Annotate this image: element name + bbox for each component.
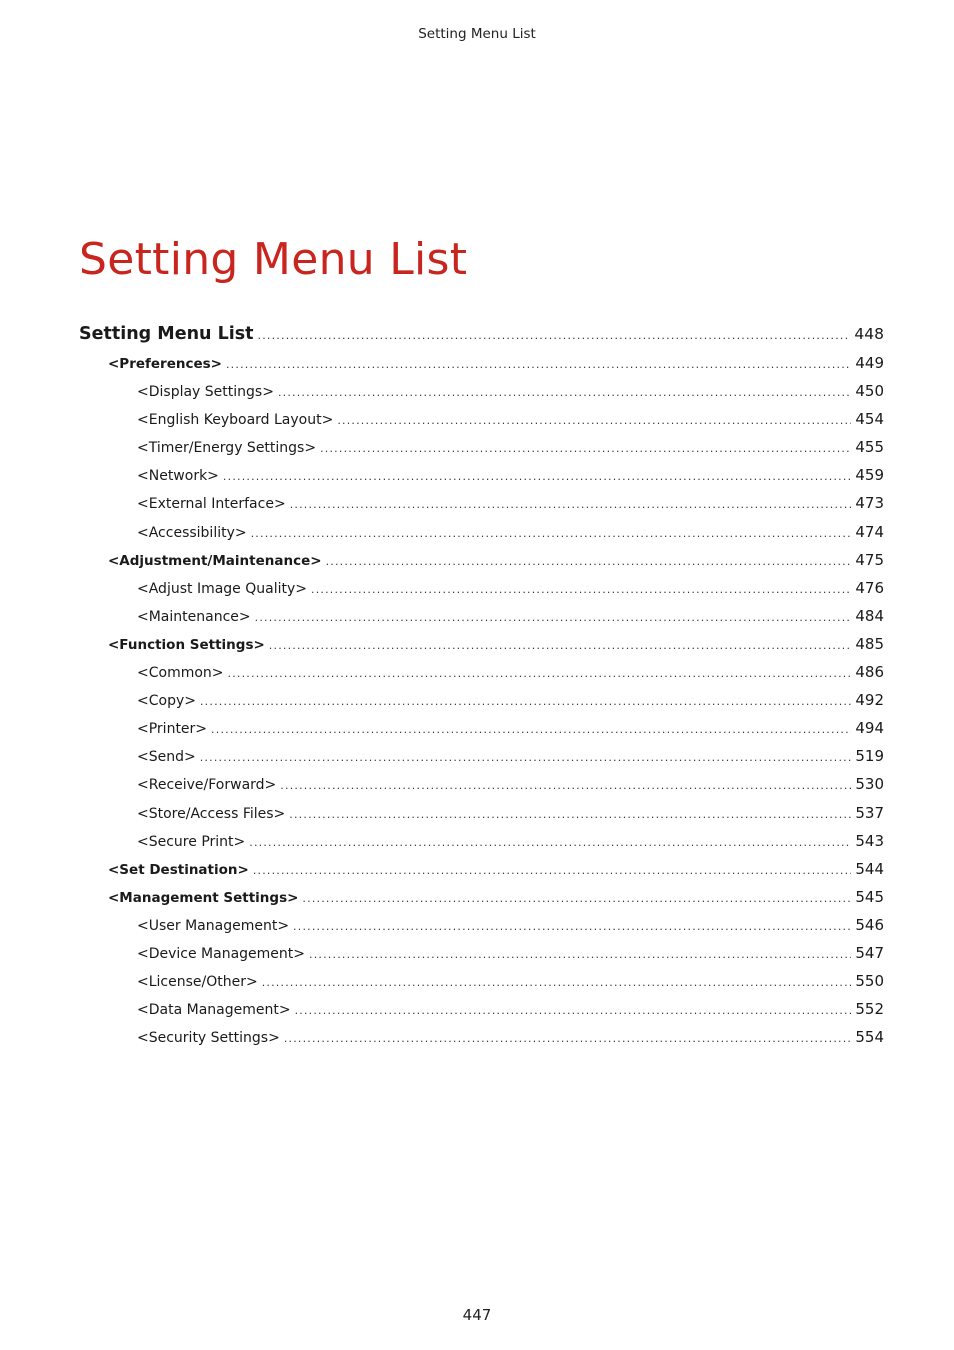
toc-entry-page: 486	[855, 663, 884, 682]
toc-entry[interactable]	[79, 630, 884, 658]
toc-entry-page: 544	[855, 859, 884, 878]
toc-dot-leader	[228, 660, 852, 686]
toc-dot-leader	[293, 913, 851, 939]
toc-entry-page: 545	[855, 887, 884, 906]
toc-entry[interactable]	[79, 855, 884, 883]
page-title: Setting Menu List	[79, 234, 468, 285]
toc-entry[interactable]	[79, 714, 884, 742]
toc-entry-page: 494	[855, 719, 884, 738]
toc-entry-label: <Security Settings>	[137, 1030, 280, 1047]
toc-entry[interactable]	[79, 742, 884, 770]
toc-entry-label: <Send>	[137, 749, 196, 766]
toc-entry-label: <Maintenance>	[137, 608, 251, 625]
toc-entry-label: <Accessibility>	[137, 524, 247, 541]
toc-dot-leader	[280, 772, 851, 798]
toc-entry-page: 537	[855, 803, 884, 822]
toc-entry-page: 519	[855, 747, 884, 766]
toc-entry[interactable]	[79, 658, 884, 686]
toc-entry[interactable]	[79, 349, 884, 377]
toc-entry[interactable]	[79, 911, 884, 939]
toc-entry-label: <Data Management>	[137, 1002, 291, 1019]
toc-entry-page: 448	[854, 325, 884, 343]
toc-entry-label: <Display Settings>	[137, 384, 274, 401]
toc-entry[interactable]	[79, 995, 884, 1023]
toc-dot-leader	[255, 604, 852, 630]
toc-entry-label: <English Keyboard Layout>	[137, 412, 334, 429]
toc-entry[interactable]	[79, 602, 884, 630]
page-number: 447	[462, 1306, 492, 1324]
toc-dot-leader	[289, 801, 851, 827]
toc-entry-label: <Timer/Energy Settings>	[137, 440, 317, 457]
toc-entry-page: 552	[855, 1000, 884, 1019]
toc-entry-page: 554	[855, 1028, 884, 1047]
toc-entry-label: <Adjustment/Maintenance>	[108, 552, 322, 569]
toc-entry-page: 450	[855, 382, 884, 401]
toc-entry-label: <Set Destination>	[108, 861, 249, 878]
toc-entry[interactable]	[79, 939, 884, 967]
toc-entry[interactable]	[79, 319, 884, 349]
toc-dot-leader	[258, 321, 851, 349]
toc-entry-label: <Store/Access Files>	[137, 805, 286, 822]
toc-entry-label: <Receive/Forward>	[137, 777, 277, 794]
toc-entry-label: <Network>	[137, 468, 219, 485]
toc-dot-leader	[253, 857, 852, 883]
toc-entry-page: 454	[855, 410, 884, 429]
toc-dot-leader	[337, 407, 851, 433]
toc-entry-page: 473	[855, 494, 884, 513]
toc-entry[interactable]	[79, 433, 884, 461]
toc-entry-page: 485	[855, 634, 884, 653]
toc-entry[interactable]	[79, 883, 884, 911]
toc-entry-page: 459	[855, 466, 884, 485]
toc-entry[interactable]	[79, 489, 884, 517]
toc-entry[interactable]	[79, 1023, 884, 1051]
toc-entry-page: 484	[855, 606, 884, 625]
toc-entry-label: <Device Management>	[137, 945, 306, 962]
toc-entry-label: <Preferences>	[108, 356, 222, 372]
toc-entry[interactable]	[79, 377, 884, 405]
toc-entry-page: 546	[855, 915, 884, 934]
toc-dot-leader	[249, 829, 851, 855]
toc-entry-label: <External Interface>	[137, 496, 286, 513]
toc-entry-label: <Adjust Image Quality>	[137, 580, 307, 597]
toc-entry[interactable]	[79, 518, 884, 546]
toc-dot-leader	[290, 491, 852, 517]
toc-dot-leader	[223, 463, 851, 489]
toc-entry[interactable]	[79, 574, 884, 602]
toc-dot-leader	[200, 744, 852, 770]
toc-entry-page: 474	[855, 522, 884, 541]
toc-entry-label: <Printer>	[137, 721, 208, 738]
toc-entry-page: 547	[855, 943, 884, 962]
toc-dot-leader	[326, 548, 852, 574]
toc-entry-label: <User Management>	[137, 917, 290, 934]
toc-dot-leader	[226, 351, 851, 377]
table-of-contents	[79, 319, 884, 1051]
toc-entry-label: <Secure Print>	[137, 833, 246, 850]
toc-entry-page: 475	[855, 550, 884, 569]
toc-entry-page: 449	[855, 354, 884, 372]
toc-entry[interactable]	[79, 967, 884, 995]
toc-entry-label: <Function Settings>	[108, 636, 265, 653]
toc-dot-leader	[284, 1025, 852, 1051]
toc-dot-leader	[211, 716, 851, 742]
toc-dot-leader	[320, 435, 851, 461]
toc-entry-label: <Copy>	[137, 693, 196, 710]
toc-entry-page: 530	[855, 775, 884, 794]
toc-entry[interactable]	[79, 799, 884, 827]
toc-entry-page: 476	[855, 578, 884, 597]
toc-dot-leader	[311, 576, 851, 602]
toc-dot-leader	[200, 688, 851, 714]
toc-entry-page: 550	[855, 972, 884, 991]
toc-entry-label: Setting Menu List	[79, 324, 254, 344]
toc-entry-page: 455	[855, 438, 884, 457]
toc-entry[interactable]	[79, 405, 884, 433]
toc-entry[interactable]	[79, 461, 884, 489]
toc-entry[interactable]	[79, 686, 884, 714]
toc-dot-leader	[262, 969, 852, 995]
toc-entry[interactable]	[79, 827, 884, 855]
running-header: Setting Menu List	[418, 26, 536, 42]
toc-entry-page: 543	[855, 831, 884, 850]
toc-entry[interactable]	[79, 546, 884, 574]
toc-entry-label: <Management Settings>	[108, 889, 299, 906]
toc-dot-leader	[309, 941, 851, 967]
toc-dot-leader	[269, 632, 852, 658]
toc-dot-leader	[302, 885, 851, 911]
toc-dot-leader	[251, 520, 852, 546]
toc-entry[interactable]	[79, 770, 884, 798]
toc-entry-label: <Common>	[137, 665, 224, 682]
toc-dot-leader	[278, 379, 851, 405]
toc-entry-label: <License/Other>	[137, 974, 258, 991]
toc-dot-leader	[295, 997, 852, 1023]
toc-entry-page: 492	[855, 691, 884, 710]
